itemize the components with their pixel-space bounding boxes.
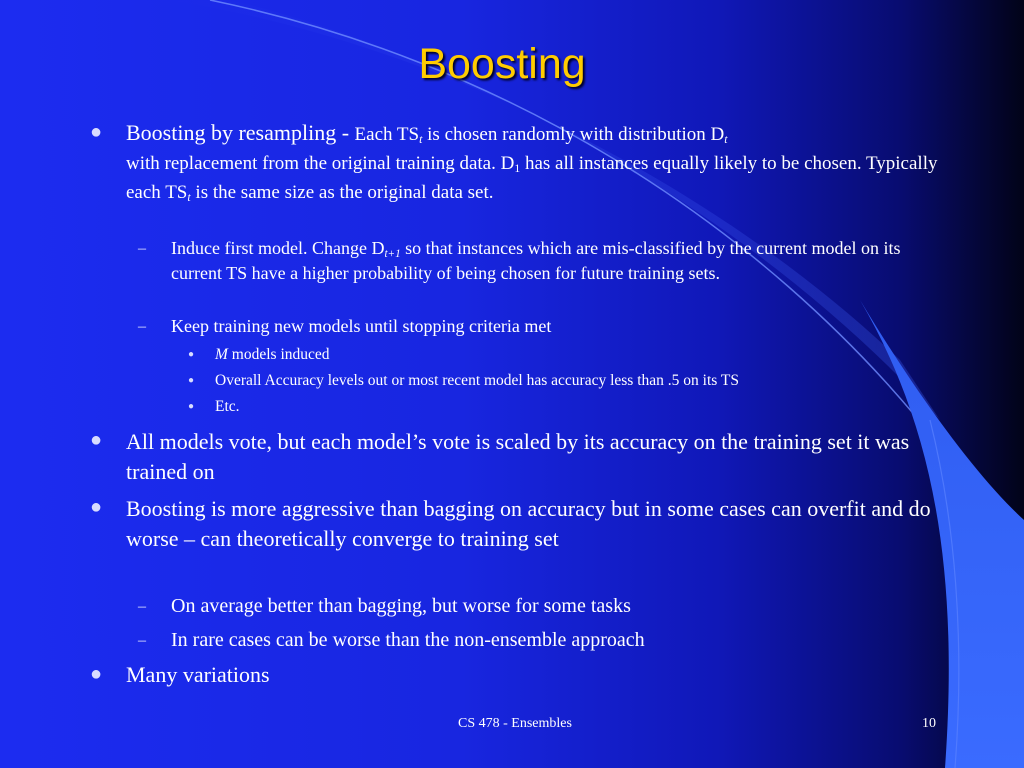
dash-icon: –	[138, 318, 146, 335]
dash-icon: –	[138, 632, 146, 649]
sub-bullet-text: On average better than bagging, but worse for some tasks	[171, 595, 631, 617]
sub-sub-bullet-text: Etc.	[215, 398, 240, 415]
bullet-dot-icon: ●	[188, 401, 195, 412]
dash-icon: –	[138, 598, 146, 615]
bullet-dot-icon: ●	[90, 663, 103, 685]
dash-icon: –	[138, 240, 146, 257]
bullet-dot-icon: ●	[188, 349, 195, 360]
bullet-dot-icon: ●	[90, 121, 103, 143]
bullet-text: Boosting by resampling - Each $TS_t$ is chosen randomly with distribution $D_t$ with replacement from the original training data. $D_1$ has all instances equally likely to be chosen. Typically each $TS_t$ is the same size as the original data set.	[126, 120, 938, 204]
footer-page-number: 10	[922, 716, 936, 731]
sub-sub-bullet-text: M models induced	[215, 346, 330, 363]
footer-course: CS 478 - Ensembles	[458, 716, 572, 731]
bullet-dot-icon: ●	[90, 496, 103, 518]
bullet-text: All models vote, but each model’s vote is scaled by its accuracy on the training set it was trained on	[126, 429, 910, 484]
bullet-text: Many variations	[126, 662, 270, 687]
sub-bullet-text: Induce first model. Change $D_{t+1}$ so that instances which are mis-classified by the current model on its current TS have a higher probability of being chosen for future training sets.	[171, 238, 901, 283]
bullet-text: Boosting is more aggressive than bagging on accuracy but in some cases can overfit and do worse – can theoretically converge to training set	[126, 496, 931, 551]
sub-bullet-text: In rare cases can be worse than the non-ensemble approach	[171, 629, 645, 651]
sub-sub-bullet-text: Overall Accuracy levels out or most recent model has accuracy less than .5 on its TS	[215, 372, 739, 389]
bullet-dot-icon: ●	[188, 375, 195, 386]
slide-title: Boosting	[418, 40, 586, 88]
sub-bullet-text: Keep training new models until stopping criteria met	[171, 316, 552, 336]
bullet-dot-icon: ●	[90, 429, 103, 451]
